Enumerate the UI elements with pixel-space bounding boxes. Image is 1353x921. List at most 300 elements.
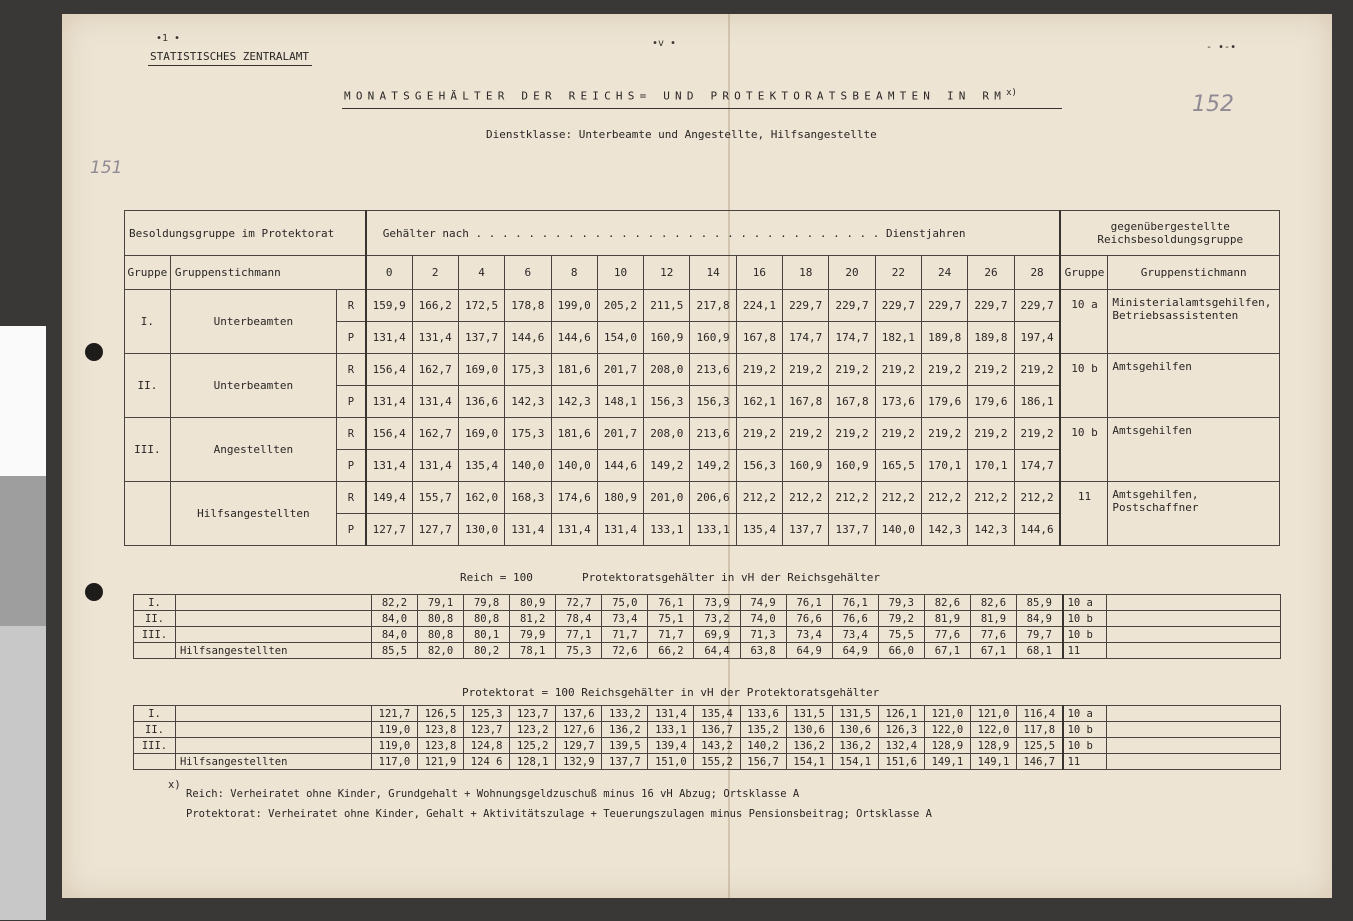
percent-cell: 75,5 [878, 627, 924, 643]
col-gruppenstichmann-reich: Gruppenstichmann [1108, 256, 1280, 290]
percent-cell: 122,0 [924, 722, 970, 738]
salary-cell: 174,7 [1014, 450, 1060, 482]
salary-cell: 219,2 [736, 418, 782, 450]
reich-group-blank [1107, 611, 1281, 627]
table-row [134, 722, 1281, 738]
percent-cell: 67,1 [970, 643, 1016, 659]
reich-group-blank [1107, 595, 1281, 611]
percent-cell: 132,9 [556, 754, 602, 770]
salary-cell: 212,2 [922, 482, 968, 514]
salary-cell: 212,2 [783, 482, 829, 514]
salary-cell: 224,1 [736, 290, 782, 322]
margin-number: 151 [90, 158, 123, 178]
table-row [134, 706, 1281, 722]
salary-table [124, 210, 1280, 546]
reich-group-blank [1107, 738, 1281, 754]
percent-cell: 119,0 [371, 722, 417, 738]
percent-cell: 149,1 [970, 754, 1016, 770]
reich-group-number: 10 b [1060, 418, 1107, 482]
reich-group-name: Amtsgehilfen, Postschaffner [1108, 482, 1280, 546]
percent-cell: 73,9 [694, 595, 740, 611]
salary-cell: 205,2 [597, 290, 643, 322]
percent-cell: 136,7 [694, 722, 740, 738]
margin-mark: •1 • [156, 33, 181, 44]
margin-mark: - •-• [1206, 42, 1237, 53]
percent-cell: 80,8 [418, 627, 464, 643]
reich-group-blank [1107, 722, 1281, 738]
year-header: 28 [1014, 256, 1060, 290]
salary-cell: 168,3 [505, 482, 551, 514]
salary-cell: 229,7 [875, 290, 921, 322]
salary-cell: 142,3 [505, 386, 551, 418]
salary-cell: 131,4 [505, 514, 551, 546]
punch-hole [85, 343, 103, 361]
group-name [175, 706, 371, 722]
salary-cell: 189,8 [922, 322, 968, 354]
percent-cell: 68,1 [1017, 643, 1063, 659]
table-row [134, 627, 1281, 643]
salary-cell: 144,6 [505, 322, 551, 354]
percent-cell: 69,9 [694, 627, 740, 643]
salary-cell: 175,3 [505, 354, 551, 386]
year-header: 6 [505, 256, 551, 290]
salary-cell: 156,3 [736, 450, 782, 482]
percent-cell: 151,0 [648, 754, 694, 770]
reich-group-blank [1107, 754, 1281, 770]
salary-cell: 170,1 [922, 450, 968, 482]
percent-cell: 73,4 [602, 611, 648, 627]
group-number: II. [125, 354, 171, 418]
reich-group-blank [1107, 627, 1281, 643]
percent-cell: 76,6 [832, 611, 878, 627]
group-number: II. [134, 722, 176, 738]
percent-cell: 123,8 [417, 738, 463, 754]
salary-cell: 179,6 [922, 386, 968, 418]
header-row [125, 211, 1280, 256]
table-row [125, 290, 1280, 322]
year-header: 2 [412, 256, 458, 290]
salary-cell: 229,7 [922, 290, 968, 322]
salary-cell: 212,2 [829, 482, 875, 514]
salary-cell: 149,2 [644, 450, 690, 482]
percent-cell: 64,9 [786, 643, 832, 659]
percent-cell: 84,0 [371, 627, 417, 643]
salary-cell: 156,4 [366, 354, 412, 386]
year-header: 18 [783, 256, 829, 290]
salary-cell: 170,1 [968, 450, 1014, 482]
salary-cell: 165,5 [875, 450, 921, 482]
salary-cell: 133,1 [690, 514, 736, 546]
salary-cell: 162,1 [736, 386, 782, 418]
year-header: 12 [644, 256, 690, 290]
table-row [134, 595, 1281, 611]
reich-group-name: Amtsgehilfen [1108, 354, 1280, 418]
percent-cell: 71,7 [648, 627, 694, 643]
percent-cell: 128,9 [970, 738, 1016, 754]
title-underline [342, 108, 1062, 109]
percent-cell: 117,8 [1017, 722, 1063, 738]
percent-cell: 126,1 [878, 706, 924, 722]
salary-cell: 140,0 [505, 450, 551, 482]
salary-cell: 219,2 [875, 354, 921, 386]
percent-cell: 72,7 [556, 595, 602, 611]
salary-cell: 142,3 [922, 514, 968, 546]
row-type: P [336, 322, 365, 354]
percent-cell: 81,2 [510, 611, 556, 627]
percent-cell: 139,4 [648, 738, 694, 754]
year-header: 22 [875, 256, 921, 290]
percent-cell: 64,4 [694, 643, 740, 659]
salary-cell: 137,7 [783, 514, 829, 546]
group-name: Hilfsangestellten [175, 643, 371, 659]
percent-cell: 76,1 [832, 595, 878, 611]
salary-cell: 174,6 [551, 482, 597, 514]
reich-percentage-table [133, 594, 1281, 659]
salary-cell: 144,6 [597, 450, 643, 482]
percent-cell: 82,2 [371, 595, 417, 611]
percent-cell: 130,6 [786, 722, 832, 738]
year-header: 0 [366, 256, 412, 290]
section-title-protektorat: Protektorat = 100 Reichsgehälter in vH der Protektoratsgehälter [462, 686, 880, 699]
percent-cell: 154,1 [786, 754, 832, 770]
salary-cell: 219,2 [968, 418, 1014, 450]
punch-hole [85, 583, 103, 601]
salary-cell: 167,8 [783, 386, 829, 418]
year-header: 16 [736, 256, 782, 290]
salary-cell: 131,4 [597, 514, 643, 546]
percent-cell: 123,7 [464, 722, 510, 738]
table-row [134, 643, 1281, 659]
salary-cell: 208,0 [644, 354, 690, 386]
salary-cell: 201,7 [597, 354, 643, 386]
percent-cell: 117,0 [371, 754, 417, 770]
salary-cell: 219,2 [829, 418, 875, 450]
percent-cell: 82,0 [418, 643, 464, 659]
table-row [134, 754, 1281, 770]
salary-cell: 167,8 [736, 322, 782, 354]
percent-cell: 154,1 [832, 754, 878, 770]
table-row [134, 738, 1281, 754]
salary-cell: 219,2 [968, 354, 1014, 386]
percent-cell: 149,1 [924, 754, 970, 770]
percent-cell: 76,1 [648, 595, 694, 611]
row-type: P [336, 450, 365, 482]
salary-cell: 131,4 [366, 386, 412, 418]
percent-cell: 121,0 [924, 706, 970, 722]
percent-cell: 125,2 [510, 738, 556, 754]
salary-cell: 173,6 [875, 386, 921, 418]
salary-cell: 174,7 [783, 322, 829, 354]
salary-cell: 160,9 [690, 322, 736, 354]
reich-group-number: 10 a [1063, 706, 1107, 722]
salary-cell: 181,6 [551, 354, 597, 386]
salary-cell: 219,2 [736, 354, 782, 386]
salary-cell: 182,1 [875, 322, 921, 354]
percent-cell: 119,0 [371, 738, 417, 754]
reich-group-number: 10 b [1063, 722, 1107, 738]
salary-cell: 219,2 [783, 354, 829, 386]
percent-cell: 125,5 [1017, 738, 1063, 754]
percent-cell: 75,0 [602, 595, 648, 611]
percent-cell: 122,0 [970, 722, 1016, 738]
percent-cell: 79,7 [1017, 627, 1063, 643]
salary-cell: 156,3 [690, 386, 736, 418]
percent-cell: 128,1 [510, 754, 556, 770]
salary-cell: 208,0 [644, 418, 690, 450]
salary-cell: 175,3 [505, 418, 551, 450]
percent-cell: 81,9 [970, 611, 1016, 627]
salary-cell: 206,6 [690, 482, 736, 514]
salary-cell: 180,9 [597, 482, 643, 514]
group-number: III. [134, 738, 176, 754]
salary-cell: 212,2 [875, 482, 921, 514]
percent-cell: 137,7 [602, 754, 648, 770]
subheader-row [125, 256, 1280, 290]
group-name [175, 611, 371, 627]
percent-cell: 85,9 [1017, 595, 1063, 611]
salary-cell: 149,2 [690, 450, 736, 482]
salary-cell: 212,2 [1014, 482, 1060, 514]
year-header: 20 [829, 256, 875, 290]
percent-cell: 71,3 [740, 627, 786, 643]
footnote-mark: x) [168, 779, 181, 791]
salary-cell: 156,3 [644, 386, 690, 418]
reich-group-number: 10 a [1063, 595, 1107, 611]
row-type: R [336, 418, 365, 450]
salary-cell: 156,4 [366, 418, 412, 450]
office-name: STATISTISCHES ZENTRALAMT [150, 50, 309, 63]
percent-cell: 66,0 [878, 643, 924, 659]
percent-cell: 121,0 [970, 706, 1016, 722]
group-number: III. [125, 418, 171, 482]
percent-cell: 80,9 [510, 595, 556, 611]
percent-cell: 85,5 [371, 643, 417, 659]
percent-cell: 139,5 [602, 738, 648, 754]
year-header: 8 [551, 256, 597, 290]
percent-cell: 84,0 [371, 611, 417, 627]
title-footnote-mark: x) [1006, 88, 1017, 98]
salary-cell: 212,2 [968, 482, 1014, 514]
salary-cell: 167,8 [829, 386, 875, 418]
percent-cell: 77,6 [970, 627, 1016, 643]
salary-cell: 162,7 [412, 418, 458, 450]
group-number [134, 643, 176, 659]
group-number: II. [134, 611, 176, 627]
table-row [125, 418, 1280, 450]
col-gruppenstichmann: Gruppenstichmann [170, 256, 365, 290]
percent-cell: 82,6 [924, 595, 970, 611]
percent-cell: 64,9 [832, 643, 878, 659]
percent-cell: 124 6 [464, 754, 510, 770]
year-header: 14 [690, 256, 736, 290]
reich-group-name: Ministerialamtsgehilfen, Betriebsassistenten [1108, 290, 1280, 354]
salary-cell: 159,9 [366, 290, 412, 322]
percent-cell: 63,8 [740, 643, 786, 659]
salary-cell: 131,4 [412, 322, 458, 354]
percent-cell: 140,2 [740, 738, 786, 754]
salary-cell: 131,4 [366, 450, 412, 482]
salary-cell: 131,4 [551, 514, 597, 546]
salary-cell: 219,2 [1014, 354, 1060, 386]
header-group-protektorat: Besoldungsgruppe im Protektorat [125, 211, 366, 256]
group-name: Hilfsangestellten [170, 482, 336, 546]
percent-cell: 133,1 [648, 722, 694, 738]
percent-cell: 136,2 [832, 738, 878, 754]
percent-cell: 133,2 [602, 706, 648, 722]
percent-cell: 131,5 [832, 706, 878, 722]
salary-cell: 172,5 [458, 290, 504, 322]
header-reich-group: gegenübergestellte Reichsbesoldungsgruppe [1060, 211, 1279, 256]
reich-group-blank [1107, 706, 1281, 722]
salary-cell: 135,4 [458, 450, 504, 482]
salary-cell: 142,3 [968, 514, 1014, 546]
year-header: 26 [968, 256, 1014, 290]
salary-cell: 199,0 [551, 290, 597, 322]
salary-cell: 219,2 [922, 418, 968, 450]
salary-cell: 142,3 [551, 386, 597, 418]
percent-cell: 79,3 [878, 595, 924, 611]
percent-cell: 131,4 [648, 706, 694, 722]
group-name: Unterbeamten [170, 290, 336, 354]
reich-group-number: 11 [1063, 754, 1107, 770]
percent-cell: 129,7 [556, 738, 602, 754]
percent-cell: 78,4 [556, 611, 602, 627]
salary-cell: 186,1 [1014, 386, 1060, 418]
salary-cell: 131,4 [412, 450, 458, 482]
reich-group-number: 10 b [1060, 354, 1107, 418]
group-number: III. [134, 627, 176, 643]
percent-cell: 137,6 [556, 706, 602, 722]
group-number [134, 754, 176, 770]
percent-cell: 82,6 [970, 595, 1016, 611]
percent-cell: 79,9 [510, 627, 556, 643]
reich-group-number: 10 b [1063, 738, 1107, 754]
row-type: R [336, 354, 365, 386]
row-type: R [336, 290, 365, 322]
section-subtitle-reich: Protektoratsgehälter in vH der Reichsgehälter [582, 571, 881, 584]
percent-cell: 130,6 [832, 722, 878, 738]
percent-cell: 73,4 [786, 627, 832, 643]
percent-cell: 155,2 [694, 754, 740, 770]
percent-cell: 77,1 [556, 627, 602, 643]
percent-cell: 79,2 [878, 611, 924, 627]
salary-cell: 160,9 [829, 450, 875, 482]
color-scale-strip [0, 326, 46, 920]
percent-cell: 121,9 [417, 754, 463, 770]
salary-cell: 144,6 [551, 322, 597, 354]
salary-cell: 179,6 [968, 386, 1014, 418]
salary-cell: 229,7 [968, 290, 1014, 322]
percent-cell: 116,4 [1017, 706, 1063, 722]
group-name [175, 722, 371, 738]
percent-cell: 80,1 [464, 627, 510, 643]
salary-cell: 219,2 [1014, 418, 1060, 450]
group-name: Unterbeamten [170, 354, 336, 418]
reich-group-number: 10 b [1063, 611, 1107, 627]
year-header: 10 [597, 256, 643, 290]
salary-cell: 130,0 [458, 514, 504, 546]
percent-cell: 156,7 [740, 754, 786, 770]
salary-cell: 229,7 [829, 290, 875, 322]
group-name [175, 627, 371, 643]
salary-cell: 148,1 [597, 386, 643, 418]
salary-cell: 189,8 [968, 322, 1014, 354]
salary-cell: 213,6 [690, 354, 736, 386]
salary-cell: 178,8 [505, 290, 551, 322]
percent-cell: 123,8 [417, 722, 463, 738]
percent-cell: 123,7 [510, 706, 556, 722]
percent-cell: 73,4 [832, 627, 878, 643]
header-salaries: Gehälter nach . . . . . . . . . . . . . . . . . . . . . . . . . . . . . . . Dienstjahren [366, 211, 1061, 256]
salary-cell: 137,7 [829, 514, 875, 546]
salary-cell: 201,0 [644, 482, 690, 514]
salary-cell: 160,9 [644, 322, 690, 354]
percent-cell: 135,2 [740, 722, 786, 738]
percent-cell: 80,8 [464, 611, 510, 627]
percent-cell: 121,7 [371, 706, 417, 722]
row-type: P [336, 386, 365, 418]
table-row [125, 482, 1280, 514]
salary-cell: 149,4 [366, 482, 412, 514]
percent-cell: 151,6 [878, 754, 924, 770]
percent-cell: 132,4 [878, 738, 924, 754]
percent-cell: 126,5 [417, 706, 463, 722]
footnote-reich: Reich: Verheiratet ohne Kinder, Grundgehalt + Wohnungsgeldzuschuß minus 16 vH Abzug; Ortsklasse A [186, 788, 800, 800]
percent-cell: 66,2 [648, 643, 694, 659]
percent-cell: 72,6 [602, 643, 648, 659]
percent-cell: 79,8 [464, 595, 510, 611]
percent-cell: 146,7 [1017, 754, 1063, 770]
col-gruppe-reich: Gruppe [1060, 256, 1107, 290]
group-name [175, 595, 371, 611]
percent-cell: 77,6 [924, 627, 970, 643]
percent-cell: 74,0 [740, 611, 786, 627]
row-type: R [336, 482, 365, 514]
group-number: I. [134, 706, 176, 722]
margin-mark: •v • [652, 38, 677, 49]
percent-cell: 135,4 [694, 706, 740, 722]
reich-group-number: 10 a [1060, 290, 1107, 354]
percent-cell: 76,6 [786, 611, 832, 627]
table-row [134, 611, 1281, 627]
group-name: Hilfsangestellten [175, 754, 371, 770]
reich-group-number: 11 [1060, 482, 1107, 546]
percent-cell: 79,1 [418, 595, 464, 611]
salary-cell: 169,0 [458, 354, 504, 386]
percent-cell: 80,2 [464, 643, 510, 659]
salary-cell: 144,6 [1014, 514, 1060, 546]
salary-cell: 162,0 [458, 482, 504, 514]
subtitle: Dienstklasse: Unterbeamte und Angestellte, Hilfsangestellte [486, 128, 877, 141]
salary-cell: 133,1 [644, 514, 690, 546]
percent-cell: 84,9 [1017, 611, 1063, 627]
salary-cell: 162,7 [412, 354, 458, 386]
salary-cell: 219,2 [783, 418, 829, 450]
salary-cell: 140,0 [551, 450, 597, 482]
percent-cell: 131,5 [786, 706, 832, 722]
salary-cell: 155,7 [412, 482, 458, 514]
percent-cell: 123,2 [510, 722, 556, 738]
salary-cell: 212,2 [736, 482, 782, 514]
percent-cell: 136,2 [602, 722, 648, 738]
group-name: Angestellten [170, 418, 336, 482]
office-underline [148, 65, 312, 66]
percent-cell: 127,6 [556, 722, 602, 738]
salary-cell: 229,7 [1014, 290, 1060, 322]
salary-cell: 137,7 [458, 322, 504, 354]
page-title: MONATSGEHÄLTER DER REICHS= UND PROTEKTORATSBEAMTEN IN RM$^{x)}$ [344, 88, 1017, 103]
percent-cell: 80,8 [418, 611, 464, 627]
